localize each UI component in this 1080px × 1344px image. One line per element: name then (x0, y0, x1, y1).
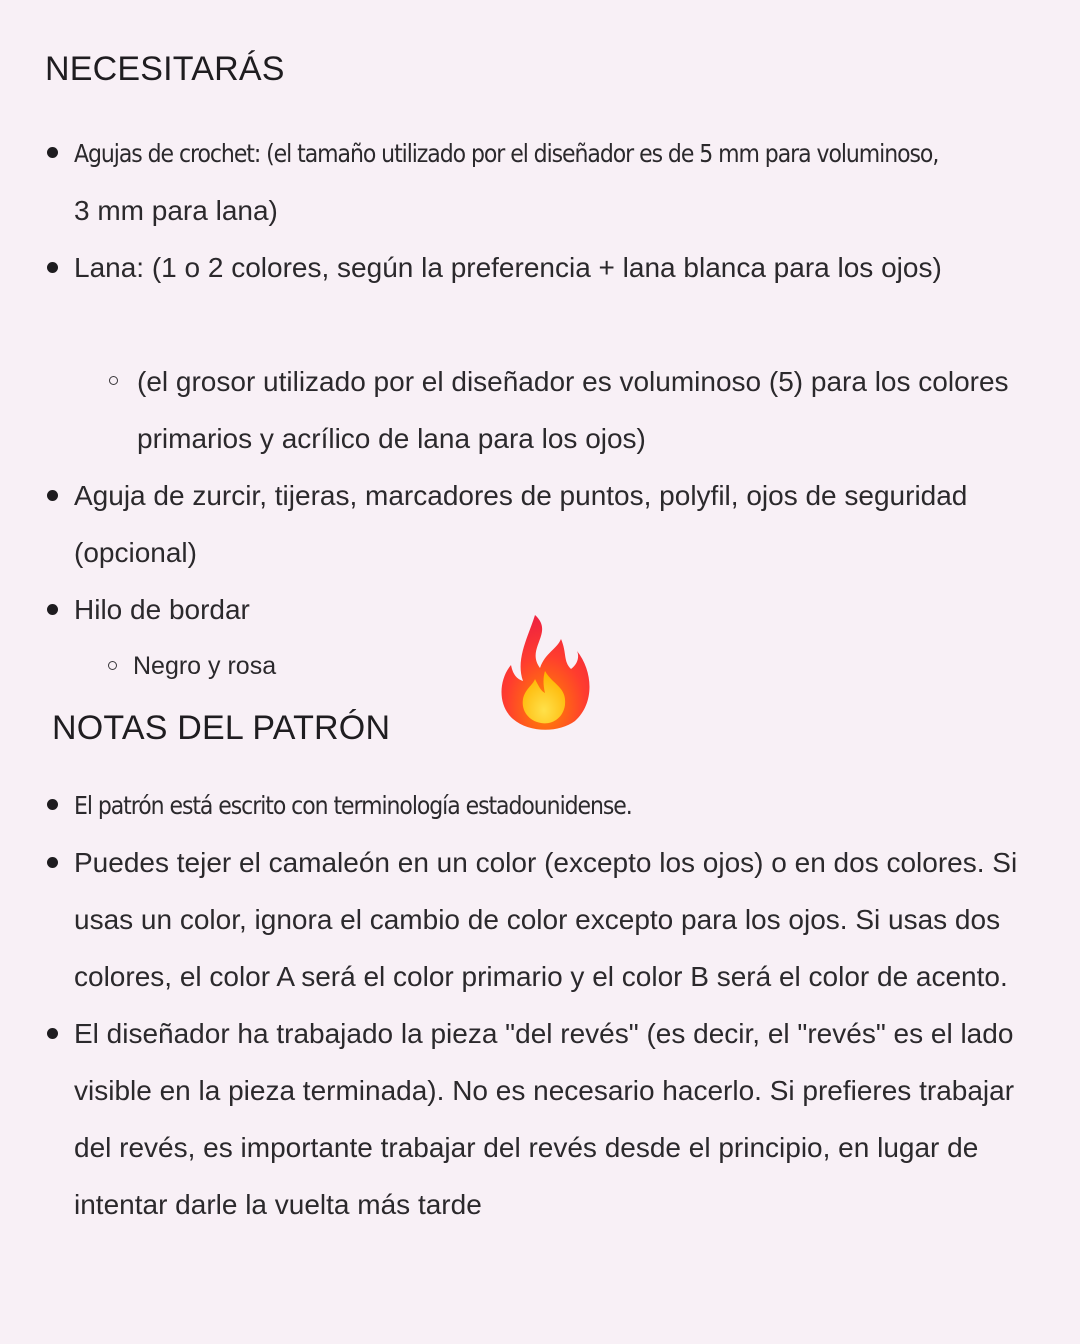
bullet-icon (47, 490, 58, 501)
circle-bullet-icon (109, 376, 118, 385)
bullet-icon (47, 147, 58, 158)
list-item-text: Aguja de zurcir, tijeras, marcadores de puntos, polyfil, ojos de seguridad (opcional) (74, 480, 968, 568)
list-item-text: Agujas de crochet: (el tamaño utilizado por el diseñador es de 5 mm para voluminoso, (74, 139, 939, 168)
list-item-text-continued: 3 mm para lana) (74, 195, 278, 226)
section-title-necesitaras: NECESITARÁS (45, 50, 285, 88)
list-item (0, 467, 1080, 581)
section-title-notas-del-patron: NOTAS DEL PATRÓN (52, 709, 391, 747)
list-item-text: El patrón está escrito con terminología estadounidense. (74, 791, 632, 820)
bullet-icon (47, 799, 58, 810)
list-item (0, 1005, 1080, 1233)
list-item (0, 834, 1080, 1005)
bullet-icon (47, 604, 58, 615)
list-item (0, 776, 1080, 834)
sub-list-item-text: Negro y rosa (133, 652, 277, 680)
list-item-text: Puedes tejer el camaleón en un color (excepto los ojos) o en dos colores. Si usas un color, ignora el cambio de color excepto para los ojos. Si usas dos colores, el color A será el color primario y el color B será el color de acento. (74, 847, 1018, 992)
sub-list-item-text: (el grosor utilizado por el diseñador es voluminoso (5) para los colores primarios y acrílico de lana para los ojos) (137, 366, 1009, 454)
list-item (0, 239, 1080, 296)
bullet-icon (47, 262, 58, 273)
fire-icon (495, 613, 595, 733)
list-item-text: El diseñador ha trabajado la pieza "del revés" (es decir, el "revés" es el lado visible en la pieza terminada). No es necesario hacerlo. Si prefieres trabajar del revés, es importante trabajar del revés desde el principio, en lugar de intentar darle la vuelta más tarde (74, 1018, 1015, 1220)
list-item-text: Hilo de bordar (74, 594, 250, 625)
circle-bullet-icon (108, 661, 117, 670)
list-item-text: Lana: (1 o 2 colores, según la preferencia + lana blanca para los ojos) (74, 252, 942, 283)
materials-list (0, 124, 1080, 695)
bullet-icon (47, 857, 58, 868)
pattern-notes-list (0, 776, 1080, 1233)
sub-list-item (0, 353, 1080, 467)
bullet-icon (47, 1028, 58, 1039)
spacer (0, 296, 1080, 353)
list-item (0, 124, 1080, 239)
